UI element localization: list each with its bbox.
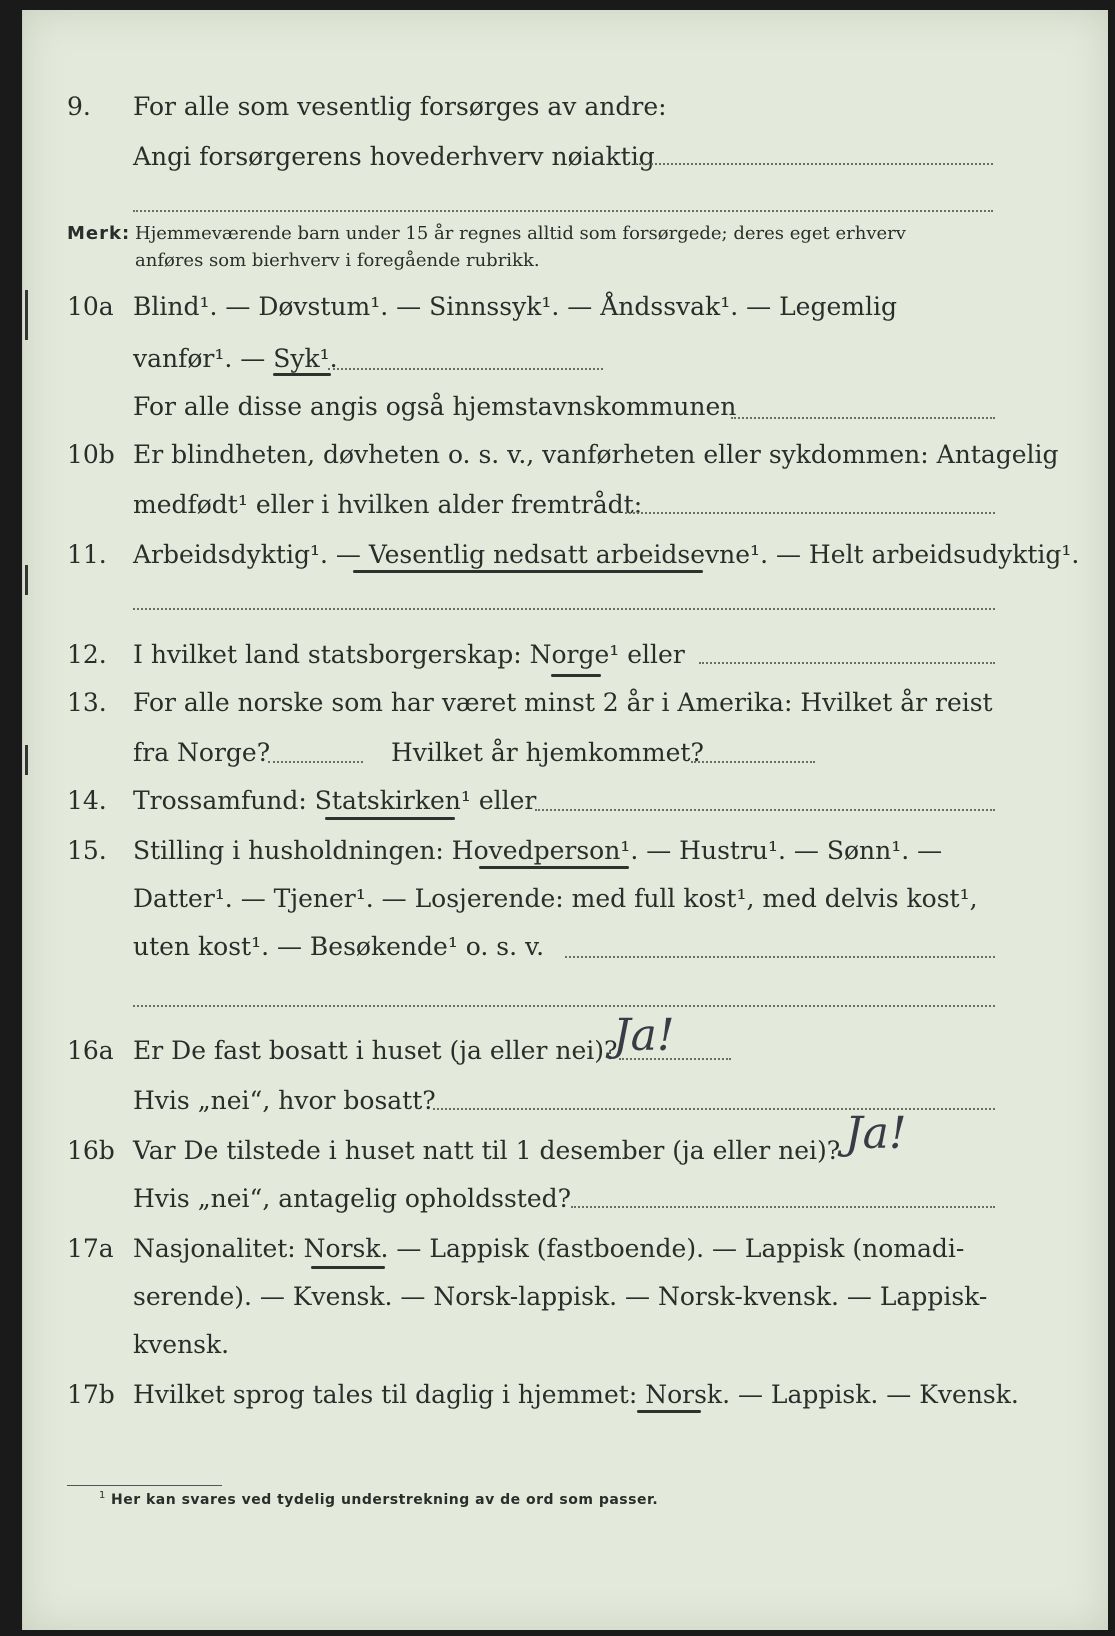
q16a-text2: Hvis „nei“, hvor bosatt? bbox=[133, 1086, 436, 1115]
q14-answer-field[interactable] bbox=[535, 809, 995, 811]
q16b-text1: Var De tilstede i huset natt til 1 desember (ja eller nei)? bbox=[133, 1136, 841, 1165]
q10b-line1 bbox=[23, 436, 1108, 476]
q11-text1: Arbeidsdyktig¹. — Vesentlig nedsatt arbeidsevne¹. — Helt arbeidsudyktig¹. bbox=[133, 540, 1080, 569]
q14-number: 14. bbox=[67, 786, 107, 815]
q16a-line2 bbox=[23, 1082, 1108, 1122]
q12-line1 bbox=[23, 636, 1108, 676]
q14-text1: Trossamfund: Statskirken¹ eller bbox=[133, 786, 537, 815]
q10a-number: 10a bbox=[67, 292, 114, 321]
q17a-text3: kvensk. bbox=[133, 1330, 230, 1359]
margin-mark-2 bbox=[25, 565, 28, 595]
hovedperson-underline bbox=[479, 866, 629, 869]
q16a-handwritten-answer: Ja! bbox=[613, 1010, 675, 1061]
q13-line2 bbox=[23, 734, 1108, 774]
q10a-text2: vanfør¹. — Syk¹. bbox=[133, 344, 338, 373]
q15-text2: Datter¹. — Tjener¹. — Losjerende: med full kost¹, med delvis kost¹, bbox=[133, 884, 978, 913]
q17b-line1 bbox=[23, 1376, 1108, 1416]
q16b-line2 bbox=[23, 1180, 1108, 1220]
q10a-line1 bbox=[23, 288, 1108, 328]
q11-answer-field[interactable] bbox=[133, 608, 995, 610]
syk-underline bbox=[273, 373, 331, 376]
q16b-handwritten-answer: Ja! bbox=[845, 1108, 907, 1159]
norsk-underline-17a bbox=[311, 1266, 385, 1269]
q10a-text1: Blind¹. — Døvstum¹. — Sinnssyk¹. — Åndssvak¹. — Legemlig bbox=[133, 292, 897, 321]
q10b-number: 10b bbox=[67, 440, 115, 469]
q13-text1: For alle norske som har været minst 2 år i Amerika: Hvilket år reist bbox=[133, 688, 993, 717]
q17b-number: 17b bbox=[67, 1380, 115, 1409]
q16b-opholdssted-field[interactable] bbox=[571, 1206, 995, 1208]
q17a-line3 bbox=[23, 1326, 1108, 1366]
q16a-number: 16a bbox=[67, 1036, 114, 1065]
q17a-text2: serende). — Kvensk. — Norsk-lappisk. — Norsk-kvensk. — Lappisk- bbox=[133, 1282, 988, 1311]
statskirken-underline bbox=[325, 817, 455, 820]
q10b-answer-field[interactable] bbox=[625, 512, 995, 514]
footnote-divider bbox=[67, 1485, 222, 1486]
q17a-line1 bbox=[23, 1230, 1108, 1270]
census-form-page bbox=[22, 10, 1108, 1630]
q14-line1 bbox=[23, 782, 1108, 822]
q11-number: 11. bbox=[67, 540, 107, 569]
merk-text2: anføres som bierhverv i foregående rubrikk. bbox=[135, 250, 540, 271]
q10a-line2 bbox=[23, 340, 1108, 380]
q17a-line2 bbox=[23, 1278, 1108, 1318]
q16b-text2: Hvis „nei“, antagelig opholdssted? bbox=[133, 1184, 572, 1213]
q10b-text1: Er blindheten, døvheten o. s. v., vanførheten eller sykdommen: Antagelig bbox=[133, 440, 1059, 469]
footnote bbox=[99, 1490, 659, 1508]
margin-mark-1 bbox=[25, 290, 28, 340]
q9-line1 bbox=[23, 88, 1108, 128]
nedsatt-underline bbox=[353, 570, 703, 573]
q13-text2a: fra Norge? bbox=[133, 738, 271, 767]
q10a-answer-field[interactable] bbox=[328, 368, 603, 370]
q10b-line2 bbox=[23, 486, 1108, 526]
q16a-bosatt-field[interactable] bbox=[433, 1108, 995, 1110]
q15-line3 bbox=[23, 928, 1108, 968]
footnote-mark: 1 bbox=[99, 1490, 106, 1501]
footnote-text: Her kan svares ved tydelig understrekning av de ord som passer. bbox=[111, 1492, 659, 1508]
q12-answer-field[interactable] bbox=[699, 662, 995, 664]
q15-answer-field[interactable] bbox=[565, 956, 995, 958]
q16b-number: 16b bbox=[67, 1136, 115, 1165]
q13-reist-field[interactable] bbox=[268, 761, 363, 763]
merk-text1: Hjemmeværende barn under 15 år regnes alltid som forsørgede; deres eget erhverv bbox=[135, 223, 906, 244]
q15-answer-field-2[interactable] bbox=[133, 1005, 995, 1007]
q10b-text2: medfødt¹ eller i hvilken alder fremtrådt: bbox=[133, 490, 643, 519]
q16a-line1 bbox=[23, 1032, 1108, 1072]
q12-text1: I hvilket land statsborgerskap: Norge¹ eller bbox=[133, 640, 685, 669]
q10a-text3: For alle disse angis også hjemstavnskommunen bbox=[133, 392, 737, 421]
q12-number: 12. bbox=[67, 640, 107, 669]
q15-text3: uten kost¹. — Besøkende¹ o. s. v. bbox=[133, 932, 545, 961]
q9-line2 bbox=[23, 138, 1108, 178]
q17b-text1: Hvilket sprog tales til daglig i hjemmet: Norsk. — Lappisk. — Kvensk. bbox=[133, 1380, 1019, 1409]
q17a-text1: Nasjonalitet: Norsk. — Lappisk (fastboende). — Lappisk (nomadi- bbox=[133, 1234, 965, 1263]
norge-underline bbox=[551, 674, 601, 677]
q16b-line1 bbox=[23, 1132, 1108, 1172]
q15-number: 15. bbox=[67, 836, 107, 865]
merk-note bbox=[67, 223, 906, 244]
q10a-line3 bbox=[23, 388, 1108, 428]
q9-answer-field-2[interactable] bbox=[133, 210, 993, 212]
q15-line2 bbox=[23, 880, 1108, 920]
q9-text2: Angi forsørgerens hovederhverv nøiaktig bbox=[133, 142, 655, 171]
q13-hjemkommet-field[interactable] bbox=[691, 761, 815, 763]
q17a-number: 17a bbox=[67, 1234, 114, 1263]
q10a-kommune-field[interactable] bbox=[731, 417, 995, 419]
q9-number: 9. bbox=[67, 92, 91, 121]
margin-mark-3 bbox=[25, 745, 28, 775]
q13-number: 13. bbox=[67, 688, 107, 717]
q15-text1: Stilling i husholdningen: Hovedperson¹. — Hustru¹. — Sønn¹. — bbox=[133, 836, 943, 865]
q13-line1 bbox=[23, 684, 1108, 724]
norsk-underline-17b bbox=[637, 1410, 701, 1413]
q13-text2b: Hvilket år hjemkommet? bbox=[391, 738, 704, 767]
q9-text1: For alle som vesentlig forsørges av andre: bbox=[133, 92, 667, 121]
merk-label: Merk: bbox=[67, 223, 131, 244]
q9-answer-field[interactable] bbox=[635, 163, 993, 165]
q16a-text1: Er De fast bosatt i huset (ja eller nei)? bbox=[133, 1036, 618, 1065]
